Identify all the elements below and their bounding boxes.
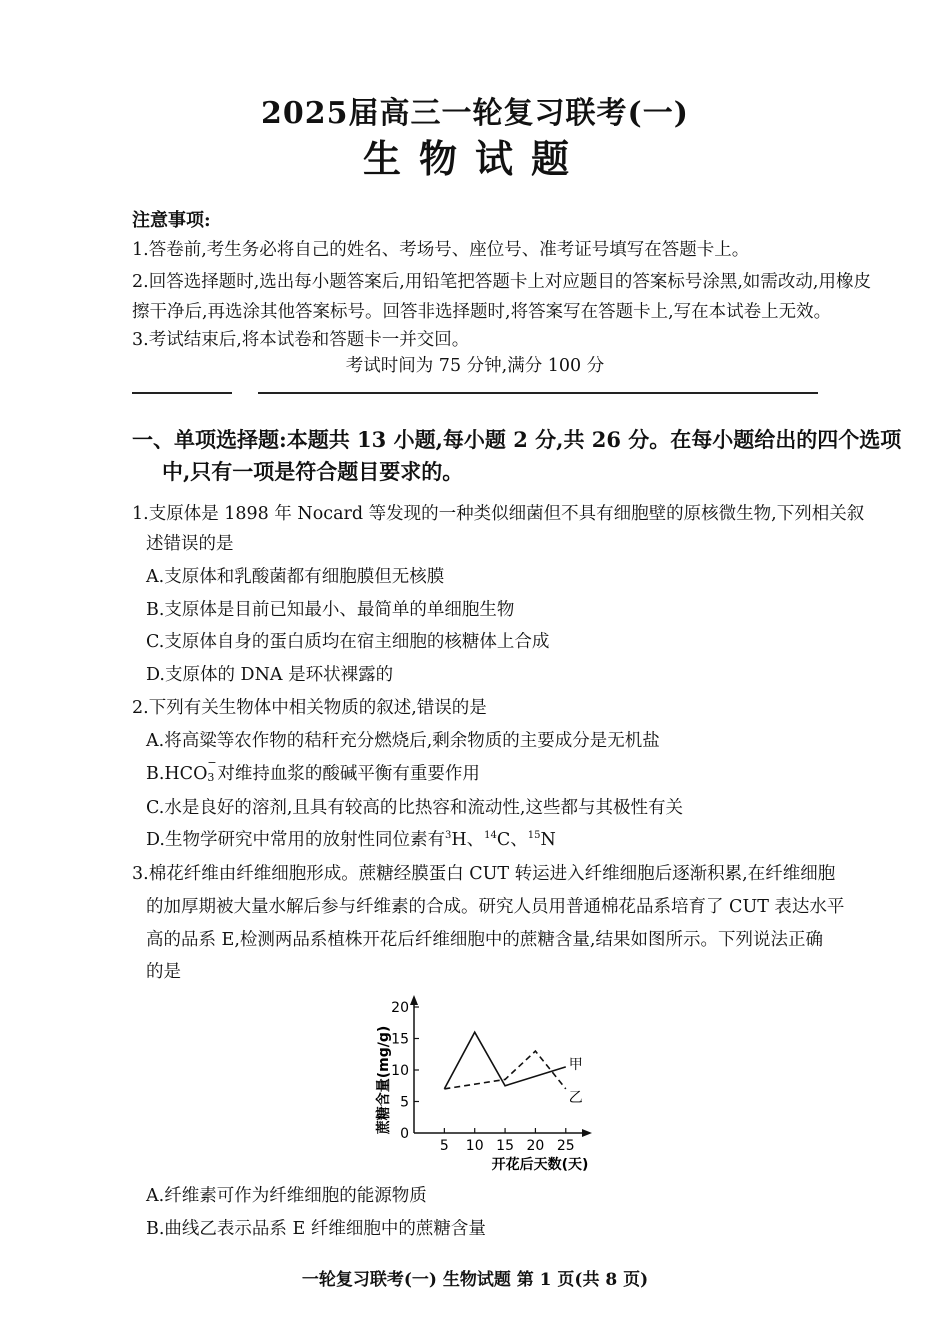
series-line-2 xyxy=(444,1051,565,1089)
iso-symbol: H、 xyxy=(451,830,485,850)
y-tick-label: 10 xyxy=(391,1063,409,1079)
q3-stem-cont: 高的品系 E,检测两品系植株开花后纤维细胞中的蔗糖含量,结果如图所示。下列说法正确 xyxy=(146,930,823,950)
y-axis-arrow xyxy=(410,995,418,1005)
q2-option-a: A.将高粱等农作物的秸秆充分燃烧后,剩余物质的主要成分是无机盐 xyxy=(146,731,660,751)
q2-option-b-pre: B.HCO xyxy=(146,764,208,784)
q2-option-d xyxy=(146,826,556,851)
notice-item: 3.考试结束后,将本试卷和答题卡一并交回。 xyxy=(132,330,470,350)
notice-item: 擦干净后,再选涂其他答案标号。回答非选择题时,将答案写在答题卡上,写在本试卷上无效。 xyxy=(132,302,832,322)
y-axis-label: 蔗糖含量(mg/g) xyxy=(376,1025,392,1135)
q1-option-a: A.支原体和乳酸菌都有细胞膜但无核膜 xyxy=(146,567,445,587)
page-footer: 一轮复习联考(一) 生物试题 第 1 页(共 8 页) xyxy=(301,1270,649,1290)
iso-mass: 14 xyxy=(484,830,497,842)
section-heading: 一、单项选择题:本题共 13 小题,每小题 2 分,共 26 分。在每小题给出的四个选项 xyxy=(132,427,902,452)
y-tick-label: 15 xyxy=(391,1031,409,1048)
x-tick-label: 15 xyxy=(496,1138,514,1154)
y-tick-label: 20 xyxy=(391,1000,409,1016)
x-axis-label: 开花后天数(天) xyxy=(491,1157,589,1173)
x-tick-label: 5 xyxy=(439,1138,449,1154)
y-tick-label: 0 xyxy=(400,1126,409,1142)
divider-long xyxy=(258,392,818,394)
exam-time: 考试时间为 75 分钟,满分 100 分 xyxy=(345,356,605,376)
q1-option-d: D.支原体的 DNA 是环状裸露的 xyxy=(146,665,394,685)
q1-stem: 1.支原体是 1898 年 Nocard 等发现的一种类似细菌但不具有细胞壁的原核微生物,下列相关叙 xyxy=(132,504,865,524)
iso-mass: 3 xyxy=(444,830,452,842)
divider-short xyxy=(132,392,232,394)
x-tick-label: 25 xyxy=(556,1138,575,1154)
series-label: 乙 xyxy=(568,1089,583,1106)
y-tick-label: 5 xyxy=(400,1094,409,1111)
q1-option-c: C.支原体自身的蛋白质均在宿主细胞的核糖体上合成 xyxy=(146,632,550,652)
q2-option-b-sup: − xyxy=(207,755,217,769)
q3-stem-cont: 的加厚期被大量水解后参与纤维素的合成。研究人员用普通棉花品系培育了 CUT 表达水平 xyxy=(146,897,845,917)
x-axis-arrow xyxy=(582,1129,592,1137)
q1-stem-cont: 述错误的是 xyxy=(146,534,234,554)
q2-option-b-post: 对维持血浆的酸碱平衡有重要作用 xyxy=(217,764,480,784)
q2-option-d-pre: D.生物学研究中常用的放射性同位素有 xyxy=(146,830,445,850)
q3-option-b: B.曲线乙表示品系 E 纤维细胞中的蔗糖含量 xyxy=(146,1219,486,1239)
q3-option-a: A.纤维素可作为纤维细胞的能源物质 xyxy=(146,1186,427,1206)
q2-stem: 2.下列有关生物体中相关物质的叙述,错误的是 xyxy=(132,698,487,718)
q2-option-b-sub: 3 xyxy=(207,770,215,784)
series-line-1 xyxy=(444,1032,565,1089)
subject-title: 生物试题 xyxy=(362,136,587,181)
section-heading-cont: 中,只有一项是符合题目要求的。 xyxy=(162,459,464,484)
q1-option-b: B.支原体是目前已知最小、最简单的单细胞生物 xyxy=(146,600,515,620)
exam-title: 2025届高三一轮复习联考(一) xyxy=(261,96,689,131)
q2-option-c: C.水是良好的溶剂,且具有较高的比热容和流动性,这些都与其极性有关 xyxy=(146,798,683,818)
q2-option-b xyxy=(146,755,480,785)
q3-stem-cont: 的是 xyxy=(146,962,181,982)
iso-symbol: C、 xyxy=(496,830,528,850)
notice-item: 1.答卷前,考生务必将自己的姓名、考场号、座位号、准考证号填写在答题卡上。 xyxy=(132,240,750,260)
series-label: 甲 xyxy=(568,1056,583,1073)
x-tick-label: 20 xyxy=(526,1138,545,1154)
x-tick-label: 10 xyxy=(465,1138,484,1154)
iso-symbol: N xyxy=(540,830,556,850)
notice-heading: 注意事项: xyxy=(132,210,211,231)
iso-mass: 15 xyxy=(527,830,541,842)
notice-item: 2.回答选择题时,选出每小题答案后,用铅笔把答题卡上对应题目的答案标号涂黑,如需改动,用橡皮 xyxy=(132,272,871,292)
sucrose-chart xyxy=(360,985,620,1185)
q3-stem: 3.棉花纤维由纤维细胞形成。蔗糖经膜蛋白 CUT 转运进入纤维细胞后逐渐积累,在纤维细胞 xyxy=(132,864,836,884)
